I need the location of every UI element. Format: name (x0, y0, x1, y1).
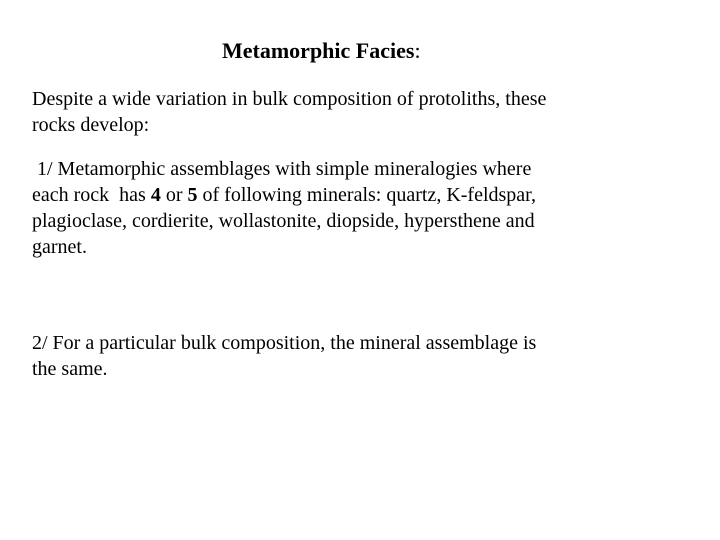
point-1-line-1: 1/ Metamorphic assemblages with simple mineralogies where (32, 158, 532, 180)
point-2-line-1: 2/ For a particular bulk composition, the mineral assemblage is (32, 332, 537, 354)
point-1-line-4: garnet. (32, 236, 87, 258)
slide-title (222, 36, 421, 66)
point-1-count-4: 4 (150, 184, 161, 206)
intro-line-1: Despite a wide variation in bulk composition of protoliths, these (32, 88, 547, 110)
point-1-paragraph (32, 156, 672, 260)
point-1-line-2 (32, 182, 672, 208)
point-1-line-2-a: each rock has (32, 184, 151, 206)
point-1-line-3: plagioclase, cordierite, wollastonite, diopside, hypersthene and (32, 210, 535, 232)
slide-title-text: Metamorphic Facies (222, 38, 415, 63)
slide-title-colon: : (414, 38, 421, 63)
point-2-paragraph (32, 330, 672, 382)
intro-paragraph (32, 86, 672, 138)
point-1-line-2-e: of following minerals: quartz, K-feldspar, (197, 184, 537, 206)
point-1-line-2-c: or (160, 184, 188, 206)
intro-line-2: rocks develop: (32, 114, 150, 136)
point-2-line-2: the same. (32, 358, 108, 380)
point-1-count-5: 5 (187, 184, 198, 206)
